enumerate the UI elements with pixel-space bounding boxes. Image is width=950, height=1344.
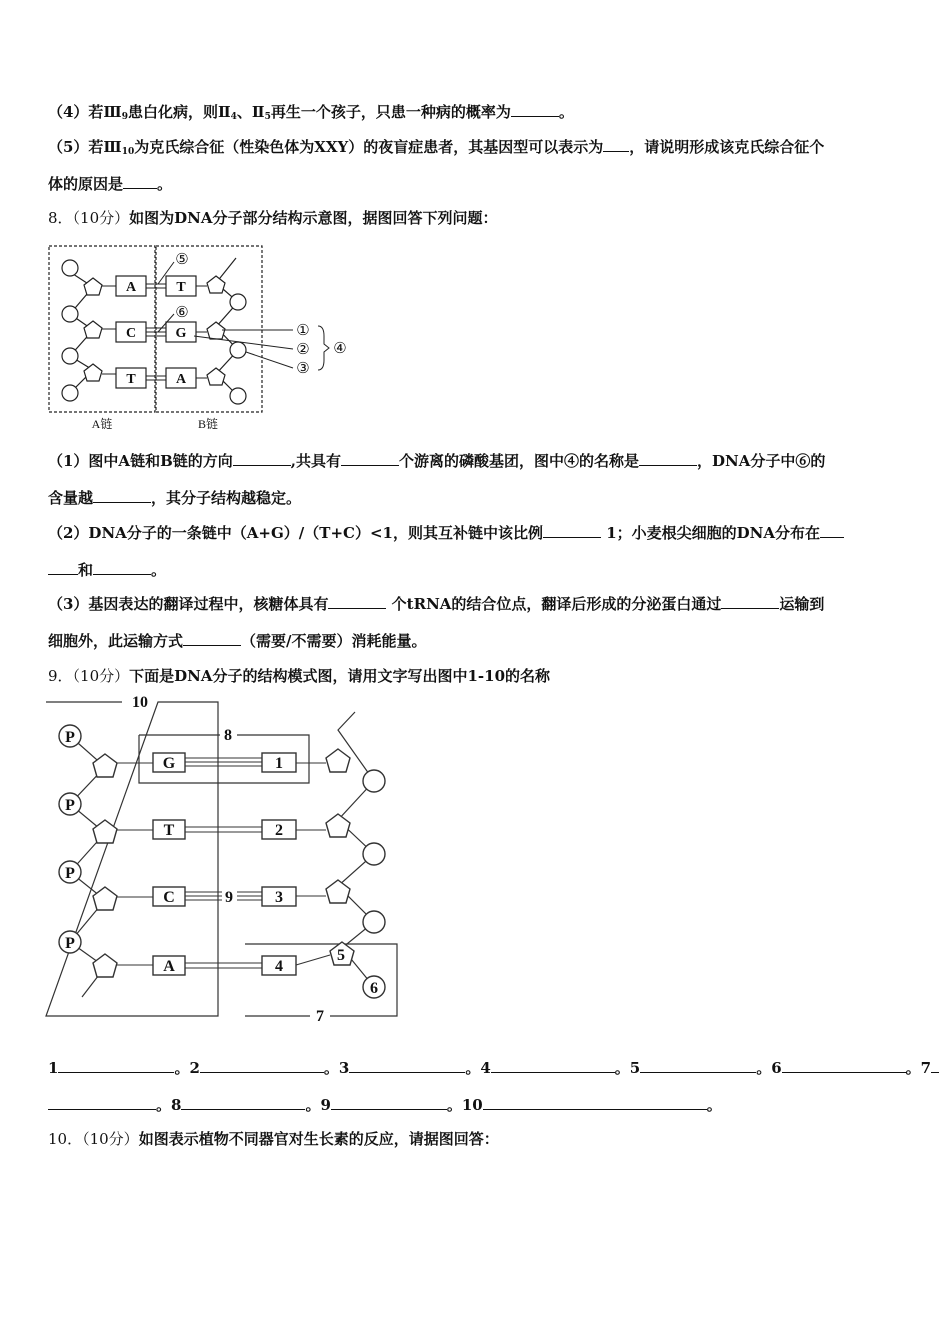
q8-sub3-line1: （3）基因表达的翻译过程中，核糖体具有 个tRNA的结合位点，翻译后形成的分泌蛋白通过 运输到 xyxy=(48,595,825,613)
q8-base-label: T xyxy=(176,280,186,295)
q8-phosphate-left-3 xyxy=(62,348,78,364)
q9-number-label: 2 xyxy=(275,822,283,839)
q8-phosphate-right-1 xyxy=(230,294,246,310)
q9-base-label: A xyxy=(163,958,175,975)
q9-sugar-left xyxy=(93,887,117,910)
q9-number-label: 3 xyxy=(275,889,283,906)
q8-phosphate-right-3 xyxy=(230,388,246,404)
q9-phosphate-right xyxy=(363,843,385,865)
q8-callout-1: ① xyxy=(296,323,310,339)
q8-chain-b-label: B链 xyxy=(197,417,219,431)
q9-phosphate-label: P xyxy=(65,935,75,952)
q8-base-label: A xyxy=(125,280,137,295)
q9-phosphate-right xyxy=(363,911,385,933)
q8-base-label: T xyxy=(126,372,136,387)
q7-part4: （4）若$Ⅲ_9$患白化病，则$Ⅱ_4$、$Ⅱ_5$再生一个孩子，只患一种病的概率为 。 xyxy=(48,103,574,122)
q8-sub2-line2: 和 。 xyxy=(48,560,166,580)
q9-phosphate-right xyxy=(363,770,385,792)
q9-label-7: 7 xyxy=(316,1008,324,1025)
q8-chain-a-label: A链 xyxy=(91,417,113,431)
q9-label-10: 10 xyxy=(132,694,148,711)
q8-sub3-line2: 细胞外，此运输方式 （需要/不需要）消耗能量。 xyxy=(48,632,427,650)
q8-base-label: G xyxy=(175,326,187,341)
q9-label-9: 9 xyxy=(225,889,233,906)
q8-stem: 8．（10分）如图为DNA分子部分结构示意图，据图回答下列问题： xyxy=(48,209,498,227)
q9-base-label: T xyxy=(163,822,175,839)
q10-stem: 10．（10分）如图表示植物不同器官对生长素的反应，请据图回答： xyxy=(48,1130,499,1148)
q9-sugar-left xyxy=(93,954,117,977)
q9-sugar-right xyxy=(326,814,350,837)
q8-callout-2: ② xyxy=(296,342,310,358)
q8-callout-3: ③ xyxy=(296,361,310,377)
q9-base-label: G xyxy=(162,755,176,772)
q8-sub1-line2: 含量越 ，其分子结构越稳定。 xyxy=(48,489,302,507)
q8-base-label: C xyxy=(125,326,137,341)
q9-answers-line2: 。8 。9 。10 。 xyxy=(48,1095,722,1115)
q8-base-label: A xyxy=(175,372,187,387)
q9-dna-figure xyxy=(40,690,405,1030)
q8-sugar-right-1 xyxy=(207,276,225,293)
q8-callout-5: ⑤ xyxy=(175,252,189,268)
q8-sub2-line1: （2）DNA分子的一条链中（A+G）/（T+C）<1，则其互补链中该比例 1；小麦根尖细胞的DNA分布在 xyxy=(48,523,844,543)
q9-label-8: 8 xyxy=(224,727,232,744)
q8-sugar-left-1 xyxy=(84,278,102,295)
q8-callout-6: ⑥ xyxy=(175,305,189,321)
q9-label-6: 6 xyxy=(370,980,378,997)
q7-part5-line2: 体的原因是 。 xyxy=(48,175,173,193)
q8-sugar-right-3 xyxy=(207,368,225,385)
q8-dna-figure xyxy=(46,240,356,435)
q9-sugar-left xyxy=(93,820,117,843)
q9-base-label: C xyxy=(163,889,175,906)
q8-sugar-left-2 xyxy=(84,321,102,338)
q9-label-5: 5 xyxy=(337,947,345,964)
q9-sugar-left xyxy=(93,754,117,777)
q8-sub1-line1: （1）图中A链和B链的方向 ,共具有 个游离的磷酸基团，图中④的名称是 ，DNA分子中⑥的 xyxy=(48,452,826,470)
q8-phosphate-left-1 xyxy=(62,260,78,276)
q8-phosphate-left-2 xyxy=(62,306,78,322)
q9-phosphate-label: P xyxy=(65,865,75,882)
q9-sugar-right xyxy=(326,880,350,903)
q9-answers-line1: 1 。2 。3 。4 。5 。6 。7 xyxy=(48,1058,939,1078)
q8-phosphate-right-2 xyxy=(230,342,246,358)
q8-phosphate-left-4 xyxy=(62,385,78,401)
q7-part5-line1: （5）若$Ⅲ_{10}$为克氏综合征（性染色体为XXY）的夜盲症患者，其基因型可以表示为 ，请说明形成该克氏综合征个 xyxy=(48,138,825,157)
q9-stem: 9．（10分）下面是DNA分子的结构模式图，请用文字写出图中1-10的名称 xyxy=(48,667,551,685)
q8-callout-4: ④ xyxy=(333,341,347,357)
q9-phosphate-label: P xyxy=(65,729,75,746)
q9-sugar-right xyxy=(326,749,350,772)
q9-phosphate-label: P xyxy=(65,797,75,814)
q9-number-label: 1 xyxy=(275,755,283,772)
q9-number-label: 4 xyxy=(275,958,283,975)
